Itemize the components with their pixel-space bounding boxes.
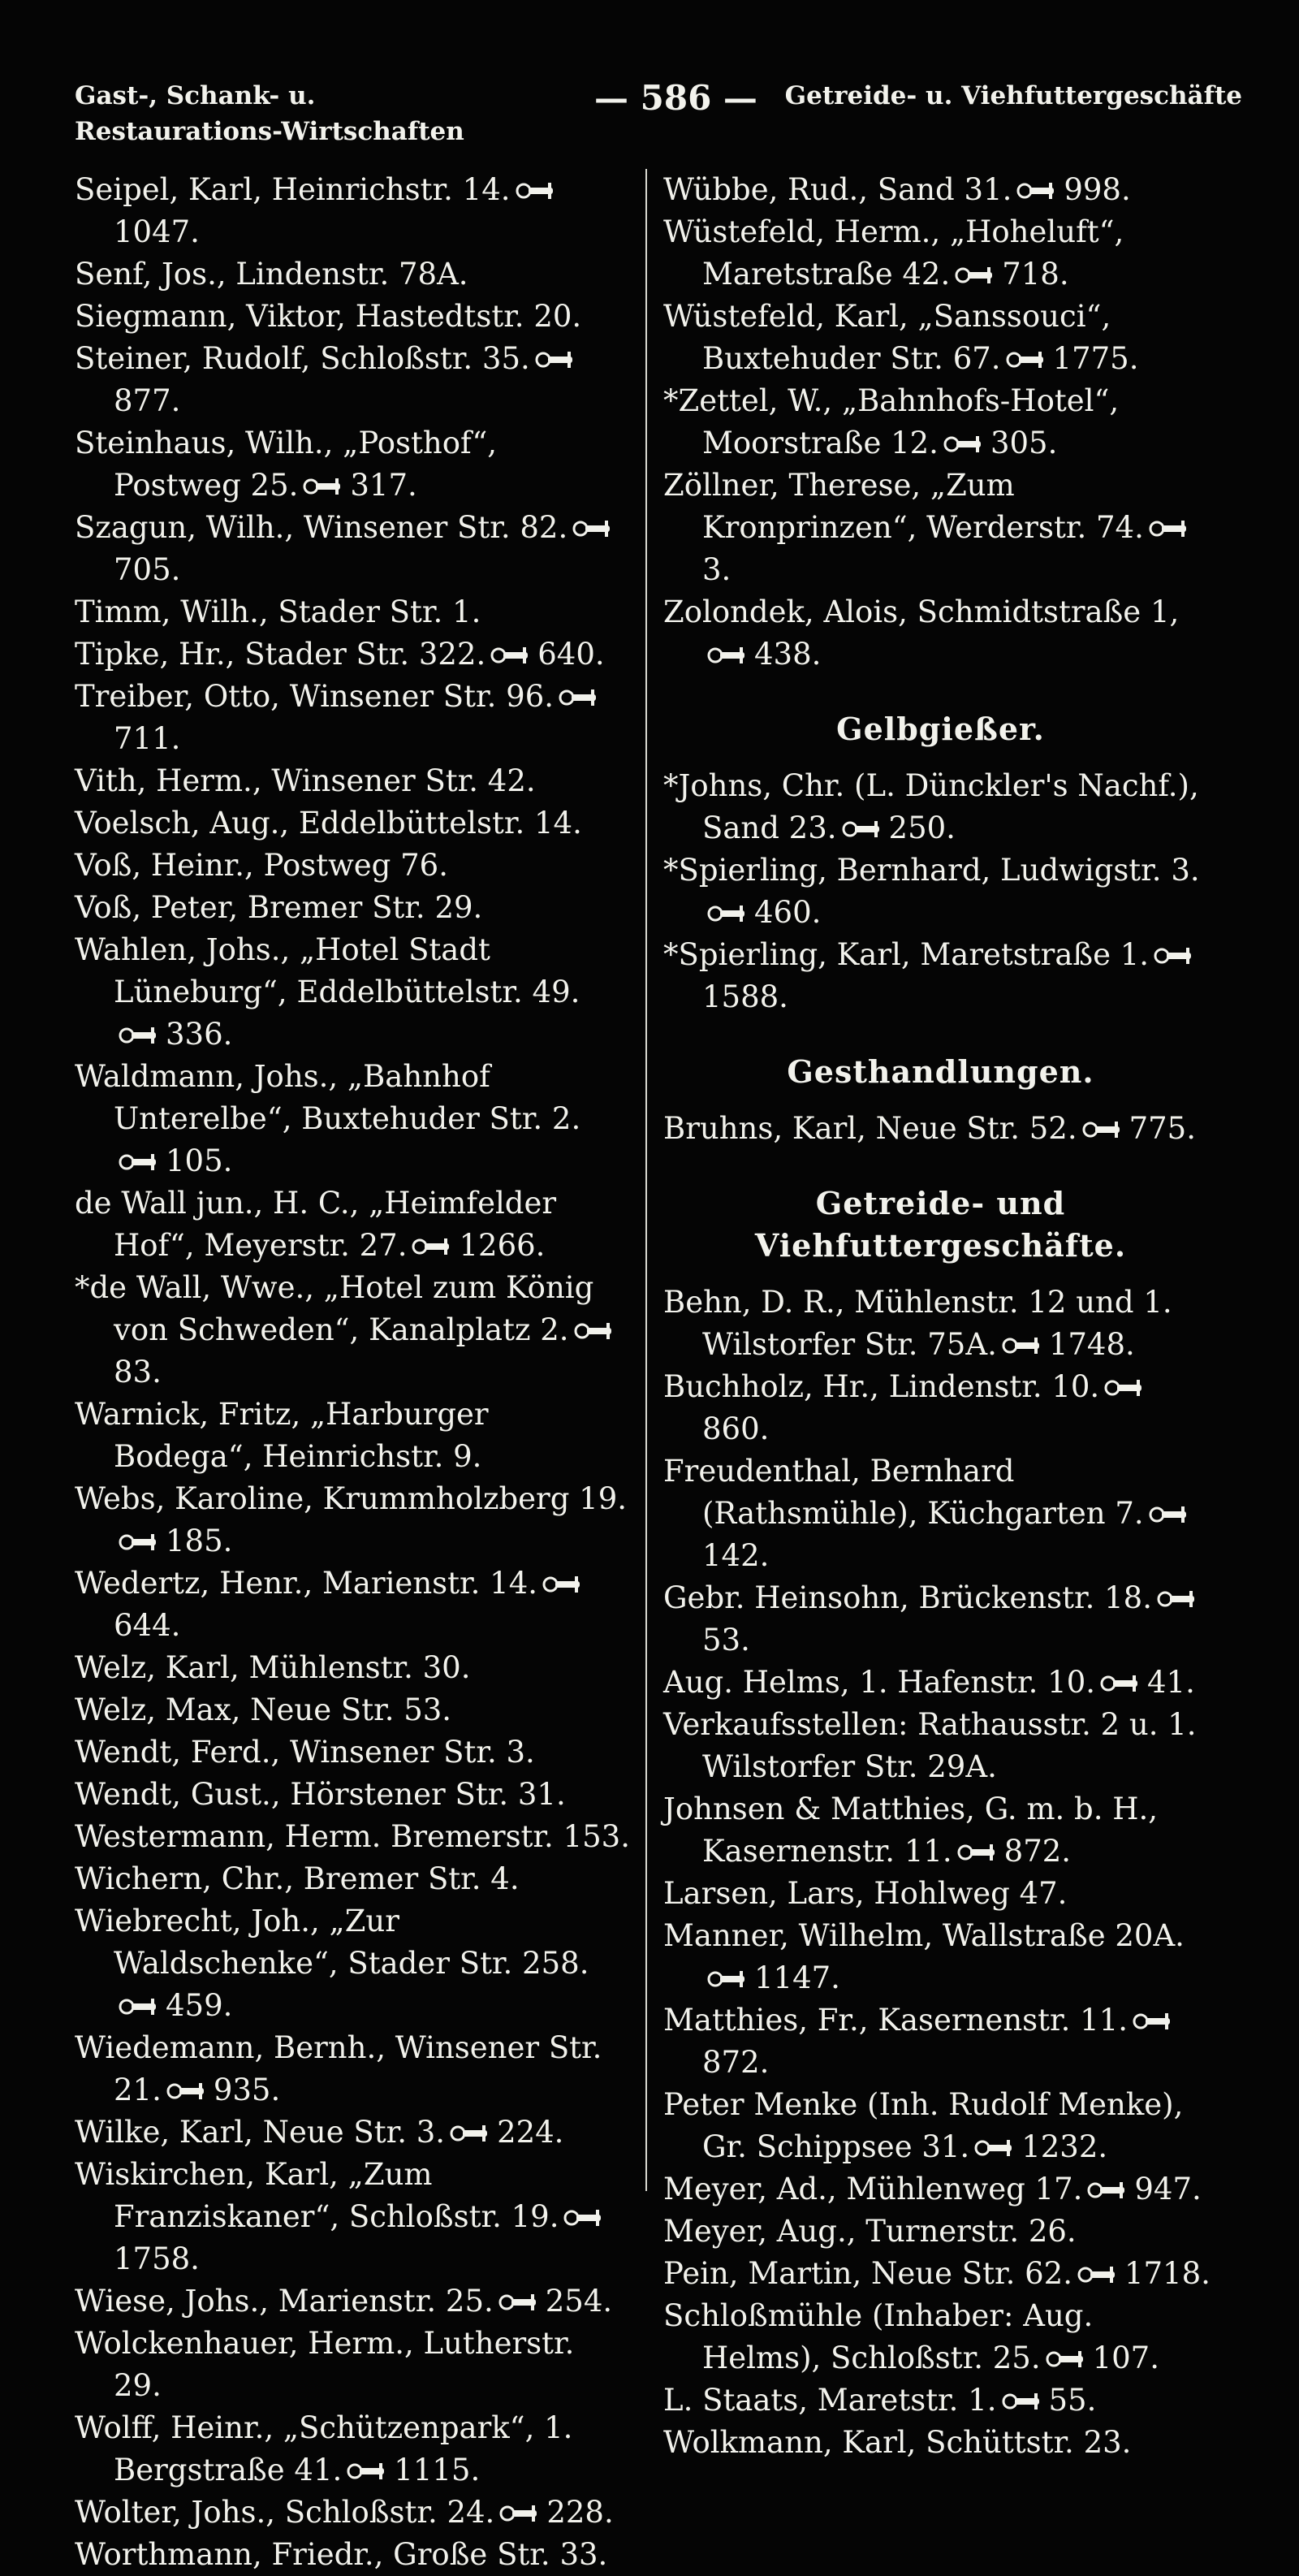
directory-entry [663,591,1218,676]
telephone-icon [1149,1505,1189,1524]
entry-text: Wiese, Johs., Marienstr. 25. [75,2284,494,2319]
telephone-icon [1157,1589,1198,1609]
entry-text: *Zettel, W., „Bahnhofs-Hotel“, Moorstraße 12. [663,383,1120,460]
phone-number: 460. [754,895,822,930]
directory-entry [75,253,631,296]
page-number: — 586 — [594,78,757,118]
phone-number: 877. [114,383,181,418]
telephone-icon [1133,2012,1173,2031]
entry-text: *de Wall, Wwe., „Hotel zum König von Schweden“, Kanalplatz 2. [75,1270,594,1347]
entry-text: Voß, Heinr., Postweg 76. [75,848,448,883]
directory-entry [663,1450,1218,1577]
directory-entry [75,845,631,887]
phone-number: 53. [702,1623,750,1658]
directory-entry [663,765,1218,849]
entry-text: Wichern, Chr., Bremer Str. 4. [75,1861,520,1896]
directory-entry [663,2168,1218,2211]
phone-number: 254. [545,2284,613,2319]
entry-text: Bruhns, Karl, Neue Str. 52. [663,1111,1077,1146]
directory-entry [663,2253,1218,2295]
entry-text: Wendt, Gust., Hörstener Str. 31. [75,1777,566,1812]
phone-number: 860. [702,1411,770,1446]
directory-entry [75,2534,631,2576]
entry-text: Zöllner, Therese, „Zum Kronprinzen“, Werderstr. 74. [663,468,1144,545]
telephone-icon [1149,519,1189,538]
entry-text: Wüstefeld, Karl, „Sanssouci“, Buxtehuder Str. 67. [663,299,1111,376]
phone-number: 1047. [114,214,200,249]
directory-entry [75,1182,631,1267]
entry-text: *Spierling, Karl, Maretstraße 1. [663,937,1150,972]
directory-entry [75,1056,631,1182]
telephone-icon [974,2138,1015,2158]
telephone-icon [119,1026,159,1045]
directory-entry [75,1816,631,1858]
telephone-icon [347,2461,387,2481]
directory-entry [663,1662,1218,1704]
entry-text: Steinhaus, Wilh., „Posthof“, Postweg 25. [75,426,498,503]
phone-number: 935. [213,2072,281,2107]
running-head-left: Gast-, Schank- u. Restaurations-Wirtschaften [75,81,464,146]
entry-text: Voß, Peter, Bremer Str. 29. [75,890,483,925]
entry-text: Zolondek, Alois, Schmidtstraße 1, [663,594,1180,629]
phone-number: 1758. [114,2241,200,2276]
entry-text: L. Staats, Maretstr. 1. [663,2383,997,2418]
entry-text: Matthies, Fr., Kasernenstr. 11. [663,2003,1129,2038]
telephone-icon [119,1997,159,2016]
phone-number: 1266. [459,1228,546,1263]
entry-text: Szagun, Wilh., Winsener Str. 82. [75,510,568,545]
phone-number: 459. [166,1988,233,2023]
directory-entry [75,1689,631,1731]
directory-entry [75,2407,631,2492]
entry-text: Wübbe, Rud., Sand 31. [663,172,1012,207]
phone-number: 718. [1002,257,1069,292]
telephone-icon [450,2124,490,2143]
entry-text: Westermann, Herm. Bremerstr. 153. [75,1819,630,1854]
entry-text: Verkaufsstellen: Rathausstr. 2 u. 1. Wilstorfer Str. 29A. [663,1707,1197,1784]
entry-text: Steiner, Rudolf, Schloßstr. 35. [75,341,530,376]
telephone-icon [1104,1378,1145,1398]
phone-number: 317. [350,468,417,503]
directory-entry [75,1731,631,1774]
directory-entry [75,338,631,422]
telephone-icon [1154,946,1194,966]
entry-text: Wolckenhauer, Herm., Lutherstr. 29. [75,2326,575,2403]
directory-entry [663,296,1218,380]
entry-text: Wahlen, Johs., „Hotel Stadt Lüneburg“, Eddelbüttelstr. 49. [75,932,580,1009]
directory-entry [663,1788,1218,1873]
directory-entry [75,2323,631,2407]
phone-number: 1748. [1048,1327,1135,1362]
phone-number: 1718. [1124,2256,1211,2291]
phone-number: 711. [114,721,181,756]
entry-text: Worthmann, Friedr., Große Str. 33. [75,2537,608,2572]
entry-text: Schloßmühle (Inhaber: Aug. Helms), Schloßstr. 25. [663,2298,1094,2375]
entry-text: Gebr. Heinsohn, Brückenstr. 18. [663,1580,1152,1615]
directory-entry [75,2154,631,2280]
directory-entry [663,2295,1218,2379]
entry-text: Senf, Jos., Lindenstr. 78A. [75,257,468,292]
directory-entry [663,2211,1218,2253]
telephone-icon [957,1843,998,1862]
entry-text: Webs, Karoline, Krummholzberg 19. [75,1481,628,1516]
section-heading: Getreide- und Viehfuttergeschäfte. [754,1185,1127,1264]
entry-text: Tipke, Hr., Stader Str. 322. [75,637,486,672]
directory-entry [75,591,631,633]
entry-text: *Spierling, Bernhard, Ludwigstr. 3. [663,853,1200,888]
telephone-icon [1077,2265,1118,2284]
directory-entry [75,296,631,338]
telephone-icon [1100,1674,1141,1693]
phone-number: 1588. [702,979,788,1014]
telephone-icon [166,2081,207,2101]
right-column [647,169,1218,2576]
directory-entry [663,1704,1218,1788]
directory-entry [75,507,631,591]
entry-text: Johnsen & Matthies, G. m. b. H., Kasernenstr. 11. [663,1792,1159,1869]
entry-text: Voelsch, Aug., Eddelbüttelstr. 14. [75,806,582,841]
entry-text: Wiebrecht, Joh., „Zur Waldschenke“, Stader Str. 258. [75,1904,589,1981]
telephone-icon [1002,2392,1042,2411]
phone-number: 83. [114,1355,162,1390]
directory-entry [75,1394,631,1478]
phone-number: 305. [990,426,1058,460]
entry-text: Buchholz, Hr., Lindenstr. 10. [663,1369,1100,1404]
directory-entry [75,1858,631,1900]
section-heading: Gesthandlungen. [787,1053,1094,1090]
entry-text: Welz, Karl, Mühlenstr. 30. [75,1650,471,1685]
directory-entry [663,1577,1218,1662]
phone-number: 185. [166,1524,233,1558]
telephone-icon [516,181,556,201]
directory-entry [663,1108,1218,1150]
directory-entry [663,169,1218,211]
directory-entry [75,2280,631,2323]
entry-text: Wolter, Johs., Schloßstr. 24. [75,2495,495,2530]
directory-entry [663,849,1218,934]
telephone-icon [943,434,984,454]
telephone-icon [574,1321,615,1341]
telephone-icon [955,266,995,285]
phone-number: 1775. [1052,341,1139,376]
entry-text: Welz, Max, Neue Str. 53. [75,1692,452,1727]
phone-number: 224. [497,2115,564,2150]
phone-number: 640. [537,637,605,672]
entry-text: Wiedemann, Bernh., Winsener Str. 21. [75,2030,602,2107]
directory-entry [663,1999,1218,2084]
phone-number: 1147. [754,1960,840,1995]
entry-text: Meyer, Aug., Turnerstr. 26. [663,2214,1077,2249]
directory-entry [663,211,1218,296]
telephone-icon [119,1152,159,1172]
phone-number: 872. [1003,1834,1072,1869]
directory-entry [75,633,631,676]
directory-entry [75,676,631,760]
directory-entry [75,2027,631,2111]
phone-number: 947. [1134,2172,1202,2206]
telephone-icon [1046,2349,1086,2369]
entry-text: Wilke, Karl, Neue Str. 3. [75,2115,446,2150]
directory-entry [75,929,631,1056]
phone-number: 438. [754,637,822,672]
phone-number: 644. [114,1608,181,1643]
entry-text: Freudenthal, Bernhard (Rathsmühle), Küchgarten 7. [663,1454,1144,1531]
phone-number: 107. [1092,2340,1159,2375]
telephone-icon [1006,350,1047,370]
directory-entry [75,1562,631,1647]
entry-text: *Johns, Chr. (L. Dünckler's Nachf.), Sand 23. [663,768,1199,845]
entry-text: Larsen, Lars, Hohlweg 47. [663,1876,1068,1911]
directory-entry [663,1873,1218,1915]
telephone-icon [499,2504,540,2523]
directory-entry [75,1647,631,1689]
entry-text: Waldmann, Johs., „Bahnhof Unterelbe“, Buxtehuder Str. 2. [75,1059,581,1136]
entry-text: Timm, Wilh., Stader Str. 1. [75,594,481,629]
directory-entry [75,1478,631,1562]
directory-entry [75,422,631,507]
telephone-icon [563,2208,604,2228]
phone-number: 336. [166,1017,233,1052]
entry-text: Behn, D. R., Mühlenstr. 12 und 1. Wilstorfer Str. 75A. [663,1285,1172,1362]
phone-number: 1232. [1021,2129,1108,2164]
telephone-icon [1087,2181,1128,2200]
entry-text: Treiber, Otto, Winsener Str. 96. [75,679,554,714]
phone-number: 41. [1147,1665,1195,1700]
phone-number: 1115. [394,2453,481,2487]
telephone-icon [707,1969,748,1989]
telephone-icon [490,646,531,665]
phone-number: 775. [1129,1111,1196,1146]
directory-entry [663,1282,1218,1366]
phone-number: 228. [546,2495,614,2530]
entry-text: Manner, Wilhelm, Wallstraße 20A. [663,1918,1185,1953]
directory-entry [75,2111,631,2154]
directory-entry [663,465,1218,591]
telephone-icon [498,2293,539,2312]
page-header [75,78,1242,169]
left-column [75,169,645,2576]
entry-text: Aug. Helms, 1. Hafenstr. 10. [663,1665,1096,1700]
telephone-icon [707,904,748,923]
entry-text: Peter Menke (Inh. Rudolf Menke), Gr. Schippsee 31. [663,2087,1184,2164]
directory-entry [75,760,631,802]
telephone-icon [842,819,883,839]
entry-text: Vith, Herm., Winsener Str. 42. [75,763,536,798]
phone-number: 142. [702,1538,770,1573]
entry-text: Wedertz, Henr., Marienstr. 14. [75,1566,537,1601]
directory-entry [663,2084,1218,2168]
phone-number: 705. [114,552,181,587]
entry-text: Pein, Martin, Neue Str. 62. [663,2256,1072,2291]
phone-number: 998. [1064,172,1131,207]
telephone-icon [559,688,599,707]
entry-text: Wiskirchen, Karl, „Zum Franziskaner“, Schloßstr. 19. [75,2157,559,2234]
telephone-icon [535,350,576,370]
telephone-icon [1082,1120,1123,1139]
entry-text: Seipel, Karl, Heinrichstr. 14. [75,172,511,207]
directory-entry [663,934,1218,1018]
directory-entry [75,1900,631,2027]
telephone-icon [1016,181,1057,201]
directory-entry [75,802,631,845]
directory-entry [75,1774,631,1816]
entry-text: Wolkmann, Karl, Schüttstr. 23. [663,2425,1132,2460]
telephone-icon [303,477,343,496]
entry-text: Warnick, Fritz, „Harburger Bodega“, Heinrichstr. 9. [75,1397,489,1474]
phone-number: 250. [888,810,956,845]
phone-number: 55. [1048,2383,1097,2418]
section-heading: Gelbgießer. [836,711,1045,747]
directory-entry [75,1267,631,1394]
directory-entry [663,1366,1218,1450]
entry-text: Wolff, Heinr., „Schützenpark“, 1. Bergstraße 41. [75,2410,573,2487]
phone-number: 105. [166,1143,233,1178]
telephone-icon [542,1575,583,1594]
phone-number: 3. [702,552,731,587]
telephone-icon [119,1532,159,1552]
entry-text: Wüstefeld, Herm., „Hoheluft“, Maretstraße 42. [663,214,1124,292]
entry-text: Siegmann, Viktor, Hastedtstr. 20. [75,299,582,334]
telephone-icon [572,519,613,538]
directory-entry [663,2422,1218,2464]
entry-text: de Wall jun., H. C., „Heimfelder Hof“, Meyerstr. 27. [75,1186,557,1263]
directory-entry [75,887,631,929]
entry-text: Wendt, Ferd., Winsener Str. 3. [75,1735,535,1770]
directory-entry [663,1915,1218,1999]
two-column-body [75,169,1242,2576]
running-head-right: Getreide- u. Viehfuttergeschäfte [784,81,1242,110]
directory-entry [75,169,631,253]
telephone-icon [1002,1336,1042,1355]
phone-number: 872. [702,2045,770,2080]
directory-entry [663,2379,1218,2422]
telephone-icon [412,1237,452,1256]
directory-entry [75,2492,631,2534]
directory-entry [663,380,1218,465]
telephone-icon [707,646,748,665]
entry-text: Meyer, Ad., Mühlenweg 17. [663,2172,1083,2206]
